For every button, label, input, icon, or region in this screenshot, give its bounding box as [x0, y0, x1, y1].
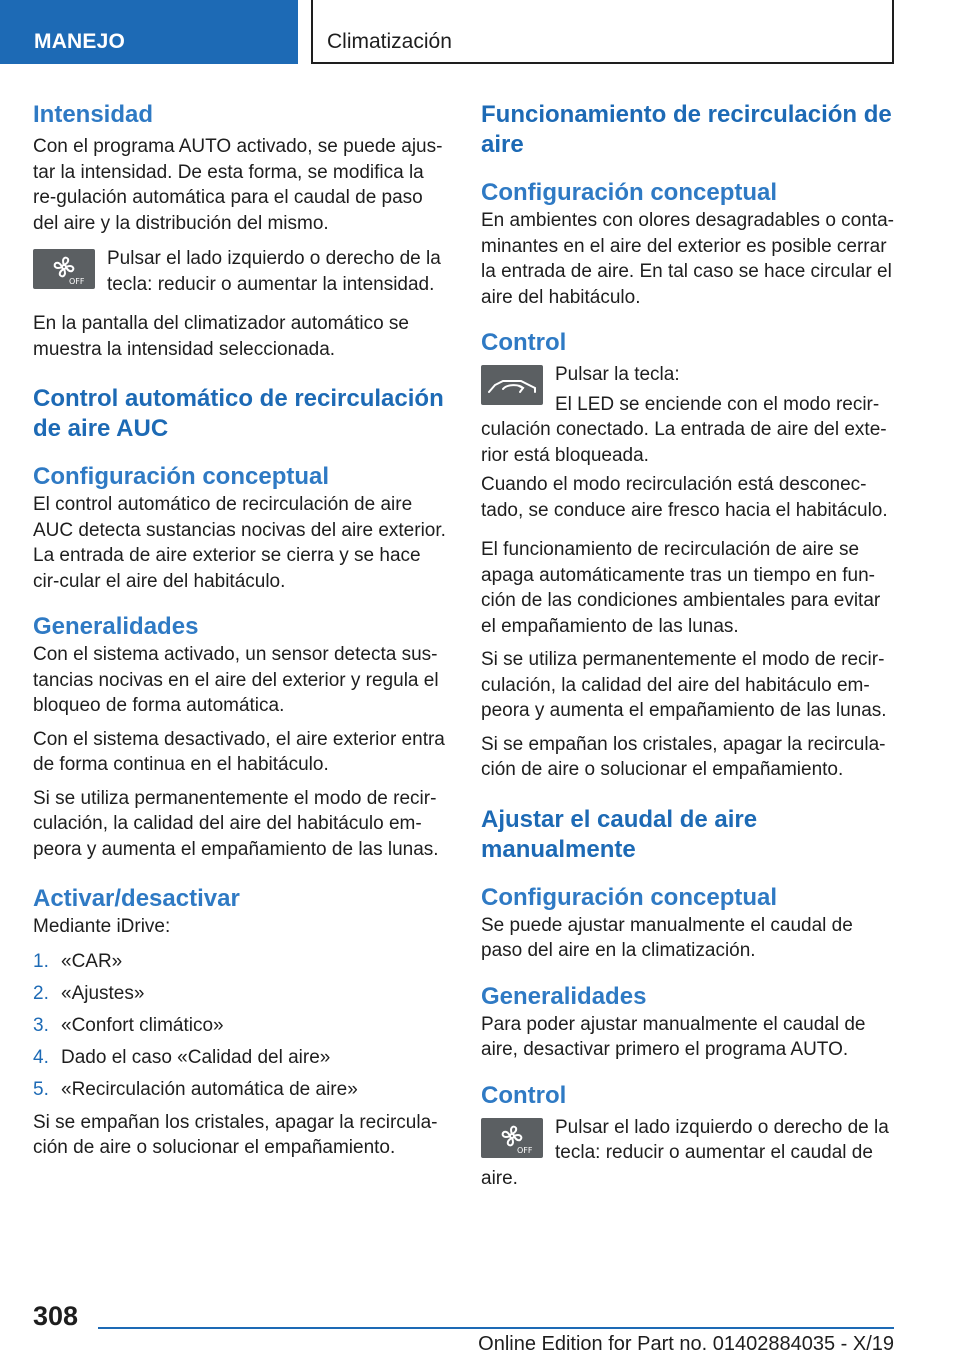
heading-generalidades: Generalidades: [33, 613, 199, 640]
paragraph-config: El control automático de recirculación de aire AUC detecta sustancias nocivas del aire exterior. La entrada de aire exterior se cierra y se hace cir-cular el aire del habitáculo.: [33, 494, 446, 592]
svg-text:OFF: OFF: [69, 277, 85, 286]
paragraph-mediante: Mediante iDrive:: [33, 916, 171, 937]
list-item: [33, 1074, 448, 1106]
paragraph-config: En ambientes con olores desagradables o conta-minantes en el aire del exterior es posible cerrar la entrada de aire. En tal caso se hace circular el aire del habitáculo.: [481, 210, 894, 308]
heading-intensidad: Intensidad: [33, 101, 154, 128]
recirculation-icon: [481, 365, 543, 405]
list-item: [33, 946, 448, 978]
icon-paragraph: [481, 1115, 896, 1192]
paragraph-func1: El funcionamiento de recirculación de aire se apaga automáticamente tras un tiempo en fun-ción de las condiciones ambientales para evitar el empañamiento de las lunas.: [481, 539, 881, 637]
steps-list: [33, 946, 448, 1106]
heading-control: Control: [481, 329, 567, 356]
heading-auc: Control automático de recirculación de aire AUC: [33, 385, 444, 442]
left-column: [33, 100, 448, 1161]
list-number: 1.: [33, 950, 49, 972]
footer-edition: Online Edition for Part no. 01402884035 - X/19: [478, 1333, 894, 1355]
list-text: «CAR»: [61, 950, 123, 972]
heading-funcionamiento: Funcionamiento de recirculación de aire: [481, 101, 892, 158]
paragraph-func2: Si se utiliza permanentemente el modo de recir-culación, la calidad del aire del habitáculo em-peora y aumenta el empañamiento de las lunas.: [481, 649, 887, 721]
list-number: 4.: [33, 1046, 49, 1068]
paragraph-gen3: Si se utiliza permanentemente el modo de recir-culación, la calidad del aire del habitáculo em-peora y aumenta el empañamiento de las lunas.: [33, 787, 439, 860]
icon-paragraph: [481, 362, 896, 468]
heading-activar: Activar/desactivar: [33, 885, 240, 912]
paragraph-final: Si se empañan los cristales, apagar la recircula-ción de aire o solucionar el empañamiento.: [33, 1111, 438, 1158]
list-text: «Ajustes»: [61, 982, 145, 1004]
paragraph-pulsar: Pulsar la tecla:: [555, 364, 680, 385]
list-text: Dado el caso «Calidad del aire»: [61, 1046, 331, 1068]
heading-config: Configuración conceptual: [481, 179, 778, 206]
heading-config2: Configuración conceptual: [481, 883, 778, 911]
paragraph-pantalla: En la pantalla del climatizador automático se muestra la intensidad seleccionada.: [33, 313, 409, 360]
heading-generalidades: Generalidades: [481, 982, 647, 1010]
paragraph-led: El LED se enciende con el modo recir-culación conectado. La entrada de aire del exte-rior está bloqueada.: [481, 393, 887, 466]
list-text: «Recirculación automática de aire»: [61, 1078, 358, 1100]
paragraph-gen1: Con el sistema activado, un sensor detecta sus-tancias nocivas en el aire del exterior y regula el bloqueo de forma automática.: [33, 644, 439, 716]
paragraph-func3: Si se empañan los cristales, apagar la recircula-ción de aire o solucionar el empañamiento.: [481, 733, 886, 780]
paragraph-config2: Se puede ajustar manualmente el caudal de paso del aire en la climatización.: [481, 914, 853, 961]
footer-divider: [98, 1327, 894, 1329]
list-number: 2.: [33, 982, 49, 1004]
list-text: «Confort climático»: [61, 1014, 224, 1036]
list-number: 3.: [33, 1014, 49, 1036]
list-number: 5.: [33, 1078, 49, 1100]
paragraph-gen2: Con el sistema desactivado, el aire exterior entra de forma continua en el habitáculo.: [33, 728, 445, 775]
list-item: [33, 1010, 448, 1042]
heading-control2: Control: [481, 1081, 567, 1109]
paragraph-intensidad: Con el programa AUTO activado, se puede ajus-tar la intensidad. De esta forma, se modifica la re-gulación automática para el caudal de paso del aire y la distribución del mismo.: [33, 136, 443, 234]
paragraph-control2: Pulsar el lado izquierdo o derecho de la tecla: reducir o aumentar el caudal de aire.: [481, 1116, 889, 1189]
fan-off-icon: [481, 1118, 543, 1158]
header-chapter-title: Climatización: [327, 30, 452, 53]
header-section-tab: [0, 0, 298, 64]
list-item: [33, 1042, 448, 1074]
heading-ajustar: Ajustar el caudal de aire manualmente: [481, 805, 758, 863]
icon-paragraph: [33, 246, 448, 297]
header-chapter-tab: [311, 0, 894, 64]
heading-config: Configuración conceptual: [33, 463, 330, 490]
fan-off-icon: [33, 249, 95, 289]
paragraph-gen: Para poder ajustar manualmente el caudal de aire, desactivar primero el programa AUTO.: [481, 1013, 866, 1060]
paragraph-desconectado: Cuando el modo recirculación está desconec-tado, se conduce aire fresco hacia el habitáculo.: [481, 474, 888, 521]
right-column: [481, 100, 896, 1191]
svg-text:OFF: OFF: [517, 1145, 533, 1155]
header-section-title: MANEJO: [34, 30, 126, 53]
page-number: 308: [33, 1301, 79, 1331]
paragraph-intensidad-icon: Pulsar el lado izquierdo o derecho de la tecla: reducir o aumentar la intensidad.: [107, 248, 441, 295]
list-item: [33, 978, 448, 1010]
